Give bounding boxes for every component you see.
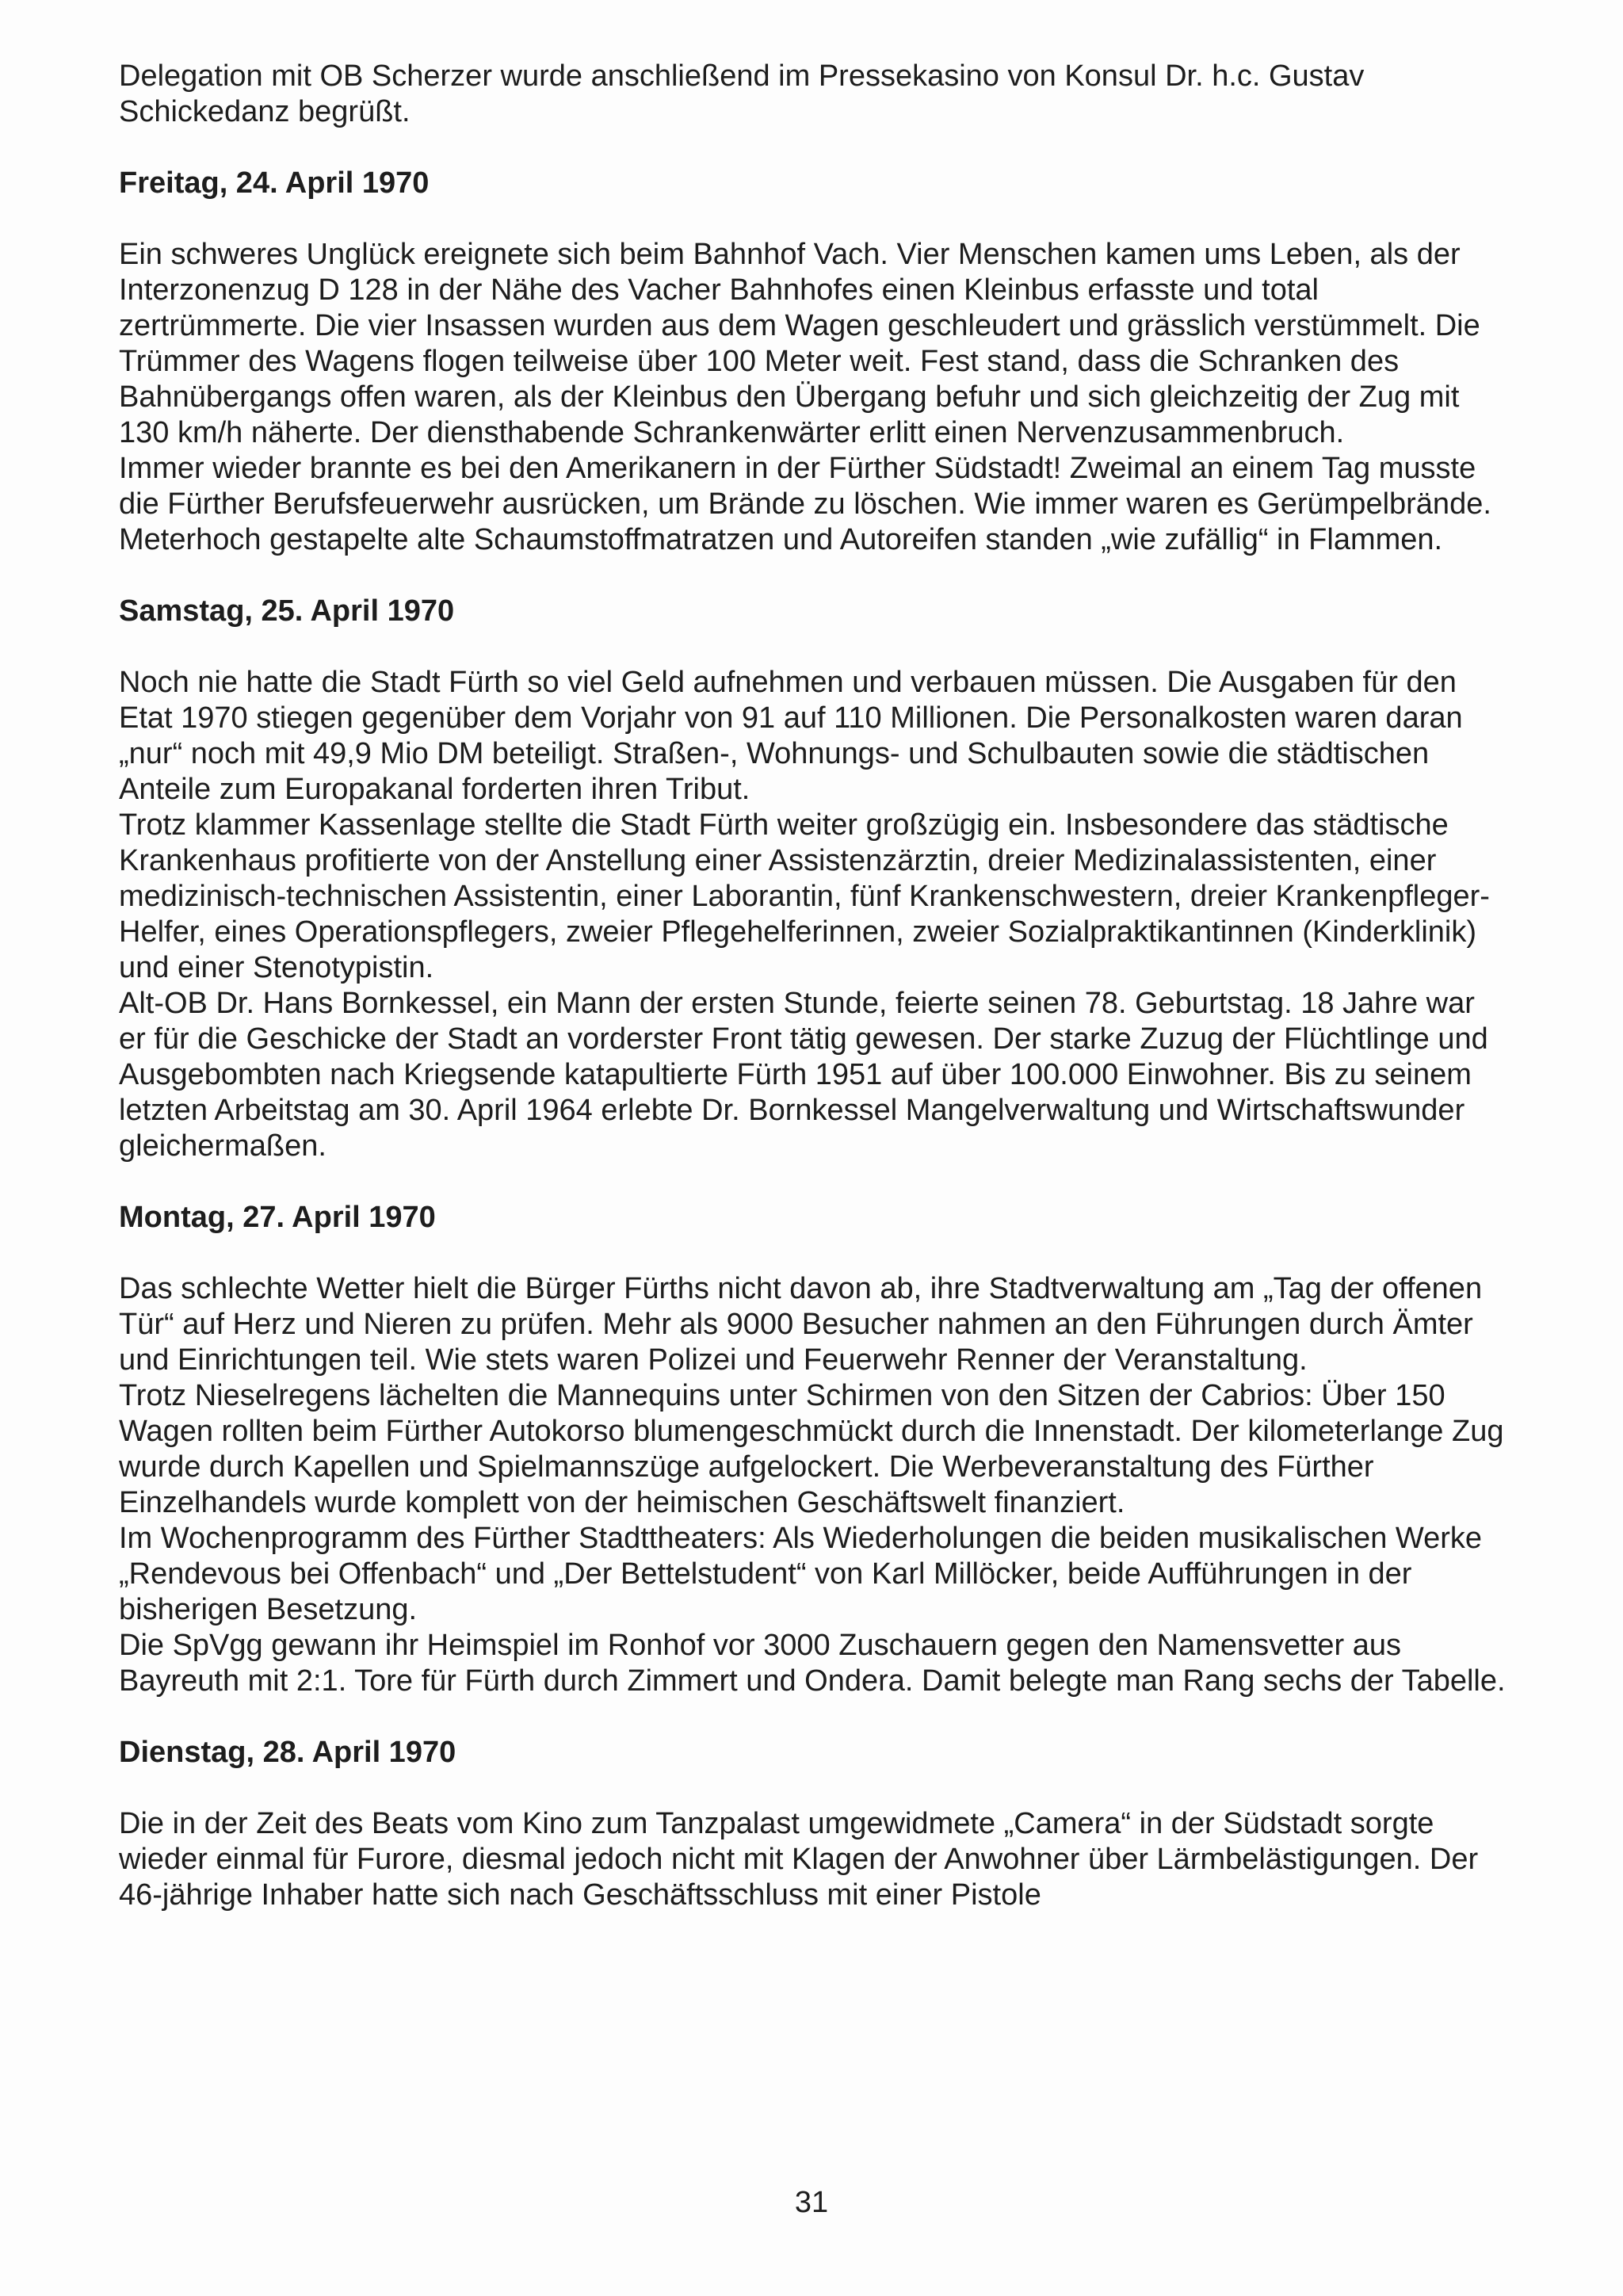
paragraph: Die in der Zeit des Beats vom Kino zum Tanzpalast umgewidmete „Camera“ in der Südstadt sorgte wieder einmal für Furore, diesmal jedoch nicht mit Klagen der Anwohner über Lärmbelästigungen. Der 46-jährige Inhaber hatte sich nach Geschäftsschluss mit einer Pistole — [119, 1807, 1479, 1912]
paragraph: Das schlechte Wetter hielt die Bürger Fürths nicht davon ab, ihre Stadtverwaltung am „Tag der offenen Tür“ auf Herz und Nieren zu prüfen. Mehr als 9000 Besucher nahmen an den Führungen durch Ämter und Einrichtungen teil. Wie stets waren Polizei und Feuerwehr Renner der Veranstaltung. — [119, 1272, 1483, 1377]
paragraph: Alt-OB Dr. Hans Bornkessel, ein Mann der ersten Stunde, feierte seinen 78. Geburtstag. 18 Jahre war er für die Geschicke der Stadt an vorderster Front tätig gewesen. Der starke Zuzug der Flüchtlinge und Ausgebombten nach Kriegsende katapultierte Fürth 1951 auf über 100.000 Einwohner. Bis zu seinem letzten Arbeitstag am 30. April 1964 erlebte Dr. Bornkessel Mangelverwaltung und Wirtschaftswunder gleichermaßen. — [119, 987, 1488, 1163]
paragraph: Ein schweres Unglück ereignete sich beim Bahnhof Vach. Vier Menschen kamen ums Leben, als der Interzonenzug D 128 in der Nähe des Vacher Bahnhofes einen Kleinbus erfasste und total zertrümmerte. Die vier Insassen wurden aus dem Wagen geschleudert und grässlich verstümmelt. Die Trümmer des Wagens flogen teilweise über 100 Meter weit. Fest stand, dass die Schranken des Bahnübergangs offen waren, als der Kleinbus den Übergang befuhr und sich gleichzeitig der Zug mit 130 km/h näherte. Der diensthabende Schrankenwärter erlitt einen Nervenzusammenbruch. — [119, 238, 1480, 449]
paragraph: Noch nie hatte die Stadt Fürth so viel Geld aufnehmen und verbauen müssen. Die Ausgaben für den Etat 1970 stiegen gegenüber dem Vorjahr von 91 auf 110 Millionen. Die Personalkosten waren daran „nur“ noch mit 49,9 Mio DM beteiligt. Straßen-, Wohnungs- und Schulbauten sowie die städtischen Anteile zum Europakanal forderten ihren Tribut. — [119, 666, 1463, 806]
date-heading: Montag, 27. April 1970 — [119, 1201, 436, 1234]
paragraph: Trotz klammer Kassenlage stellte die Stadt Fürth weiter großzügig ein. Insbesondere das städtische Krankenhaus profitierte von der Anstellung einer Assistenzärztin, dreier Medizinalassistenten, einer medizinisch-technischen Assistentin, einer Laborantin, fünf Krankenschwestern, dreier Krankenpfleger-Helfer, eines Operationspflegers, zweier Pflegehelferinnen, zweier Sozialpraktikantinnen (Kinderklinik) und einer Stenotypistin. — [119, 808, 1490, 984]
paragraph: Die SpVgg gewann ihr Heimspiel im Ronhof vor 3000 Zuschauern gegen den Namensvetter aus Bayreuth mit 2:1. Tore für Fürth durch Zimmert und Ondera. Damit belegte man Rang sechs der Tabelle. — [119, 1629, 1506, 1698]
date-heading: Dienstag, 28. April 1970 — [119, 1736, 456, 1769]
paragraph: Immer wieder brannte es bei den Amerikanern in der Fürther Südstadt! Zweimal an einem Tag musste die Fürther Berufsfeuerwehr ausrücken, um Brände zu löschen. Wie immer waren es Gerümpelbrände. Meterhoch gestapelte alte Schaumstoffmatratzen und Autoreifen standen „wie zufällig“ in Flammen. — [119, 452, 1491, 556]
date-heading: Samstag, 25. April 1970 — [119, 594, 455, 628]
document-content — [119, 59, 1507, 1913]
paragraph: Im Wochenprogramm des Fürther Stadttheaters: Als Wiederholungen die beiden musikalischen Werke „Rendevous bei Offenbach“ und „Der Bettelstudent“ von Karl Millöcker, beide Aufführungen in der bisherigen Besetzung. — [119, 1522, 1483, 1626]
paragraph: Delegation mit OB Scherzer wurde anschließend im Pressekasino von Konsul Dr. h.c. Gustav Schickedanz begrüßt. — [119, 59, 1365, 128]
paragraph: Trotz Nieselregens lächelten die Mannequins unter Schirmen von den Sitzen der Cabrios: Über 150 Wagen rollten beim Fürther Autokorso blumengeschmückt durch die Innenstadt. Der kilometerlange Zug wurde durch Kapellen und Spielmannszüge aufgelockert. Die Werbeveranstaltung des Fürther Einzelhandels wurde komplett von der heimischen Geschäftswelt finanziert. — [119, 1379, 1504, 1519]
date-heading: Freitag, 24. April 1970 — [119, 166, 430, 200]
page-number: 31 — [794, 2186, 829, 2219]
